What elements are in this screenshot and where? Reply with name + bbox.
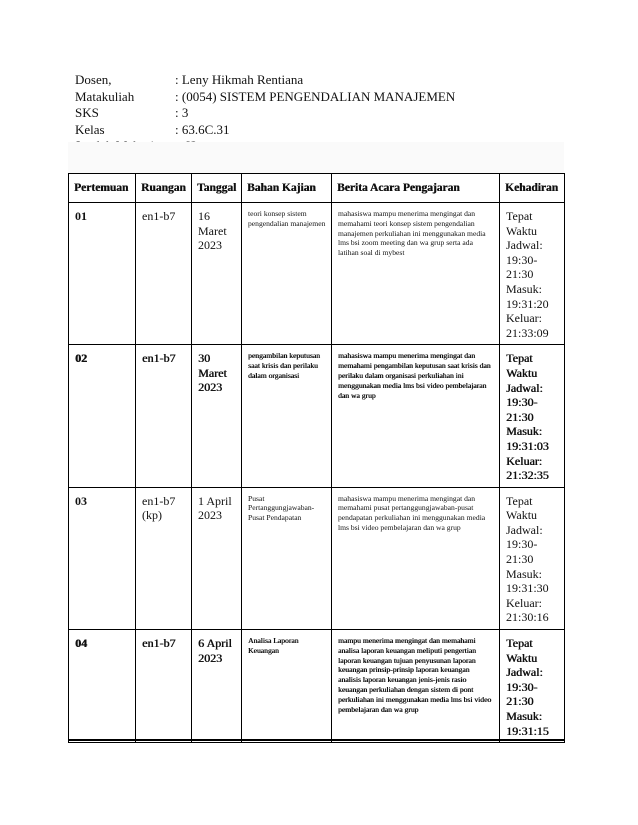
berita-acara-cell: mahasiswa mampu menerima mengingat dan memahami teori konsep sistem pengendalian manajemen perkuliahan ini menggunakan media lms bsi zoom meeting dan wa grup serta ada latihan soal di mybest: [338, 209, 486, 258]
header-row-sks: [75, 105, 455, 122]
bahan-kajian-cell: teori konsep sistem pengendalian manajemen: [248, 209, 326, 228]
bahan-kajian-cell: pengambilan keputusan saat krisis dan perilaku dalam organisasi: [248, 351, 320, 380]
bahan-kajian-cell: Analisa Laporan Keuangan: [248, 636, 299, 655]
header-row-dosen: [75, 72, 455, 89]
header-row-matakuliah: [75, 89, 455, 106]
ruangan-cell: en1-b7: [142, 351, 176, 366]
kehadiran-cell: Tepat Waktu Jadwal: 19:30- 21:30 Masuk: 19:31:03 Keluar: 21:32:35: [506, 351, 549, 483]
header-pertemuan: Pertemuan: [69, 174, 136, 203]
dosen-label: Dosen,: [75, 72, 112, 87]
pertemuan-cell: 02: [75, 351, 87, 366]
berita-acara-cell: mahasiswa mampu menerima mengingat dan memahami pengambilan keputusan saat krisis dan perilaku dalam organisasi perkuliahan ini menggunakan media lms bsi video pembelajaran dan wa grup: [338, 351, 491, 400]
ruangan-cell: en1-b7: [142, 636, 176, 651]
sks-label: SKS: [75, 105, 99, 120]
berita-acara-cell: mahasiswa mampu menerima mengingat dan memahami pusat pertanggungjawaban-pusat pendapatan perkuliahan ini menggunakan media lms bsi video pembelajaran dan wa grup: [338, 493, 486, 533]
dosen-value: : Leny Hikmah Rentiana: [175, 72, 304, 87]
kelas-value: : 63.6C.31: [175, 121, 230, 137]
matakuliah-label: Matakuliah: [75, 88, 135, 104]
tanggal-cell: 6 April 2023: [198, 636, 232, 665]
table-header-row: [69, 174, 565, 203]
matakuliah-value: : (0054) SISTEM PENGENDALIAN MANAJEMEN: [175, 88, 456, 104]
pertemuan-cell: 01: [75, 209, 87, 223]
ruangan-cell: en1-b7: [142, 209, 176, 223]
header-bahan-kajian: Bahan Kajian: [242, 174, 332, 203]
bahan-kajian-cell: Pusat Pertanggungjawaban-Pusat Pendapatan: [248, 493, 315, 523]
pertemuan-cell: 03: [75, 493, 87, 508]
table-row: [69, 630, 565, 743]
tanggal-cell: 16 Maret 2023: [198, 209, 227, 252]
ruangan-cell: en1-b7 (kp): [142, 493, 176, 522]
header-kehadiran: Kehadiran: [500, 174, 565, 203]
table-bottom-border: [68, 739, 564, 741]
pertemuan-cell: 04: [75, 636, 87, 651]
tanggal-cell: 30 Maret 2023: [198, 351, 227, 395]
header-tanggal: Tanggal: [192, 174, 242, 203]
shaded-band: [68, 142, 564, 174]
kehadiran-cell: Tepat Waktu Jadwal: 19:30- 21:30 Masuk: 19:31:20 Keluar: 21:33:09: [506, 209, 549, 340]
kehadiran-cell: Tepat Waktu Jadwal: 19:30- 21:30 Masuk: 19:31:30 Keluar: 21:30:16: [506, 493, 549, 625]
header-ruangan: Ruangan: [136, 174, 192, 203]
kelas-label: Kelas: [75, 121, 105, 137]
header-berita-acara: Berita Acara Pengajaran: [332, 174, 500, 203]
table-row: [69, 345, 565, 487]
attendance-table: [68, 173, 565, 743]
table-row: [69, 203, 565, 345]
berita-acara-cell: mampu menerima mengingat dan memahami analisa laporan keuangan meliputi pengertian laporan keuangan tujuan penyusunan laporan keuangan prinsip-prinsip laporan keuangan analisis laporan keuangan jenis-jenis rasio keuangan perkuliahan dengan sistem di pont perkuliahan ini menggunakan media lms bsi video pembelajaran dan wa grup: [338, 636, 492, 714]
kehadiran-cell: Tepat Waktu Jadwal: 19:30- 21:30 Masuk: 19:31:15: [506, 636, 549, 738]
header-row-kelas: [75, 122, 455, 139]
tanggal-cell: 1 April 2023: [198, 493, 232, 523]
table-row: [69, 487, 565, 629]
sks-value: : 3: [175, 105, 189, 120]
